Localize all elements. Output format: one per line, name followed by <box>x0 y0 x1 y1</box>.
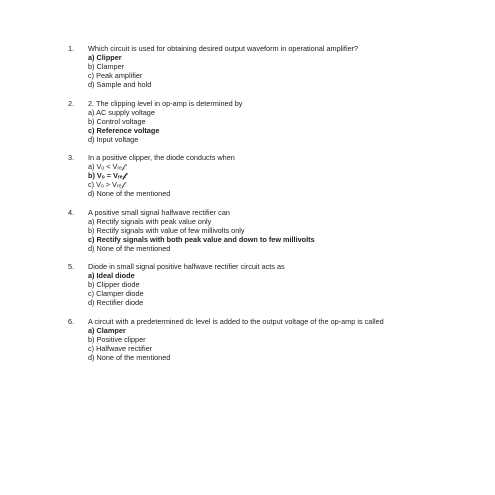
answer-option: c) Peak amplifier <box>88 71 143 80</box>
answer-option: c) Vₒ > Vᵣₑ𝒻 <box>88 180 125 189</box>
question-number: 3. <box>68 153 75 162</box>
question-text: A positive small signal halfwave rectifier can <box>88 207 230 217</box>
question-item <box>68 262 433 307</box>
question-text: Which circuit is used for obtaining desired output waveform in operational amplifier? <box>88 44 359 53</box>
question-number: 4. <box>68 207 75 217</box>
answer-option: c) Clamper diode <box>88 289 144 298</box>
option-list <box>88 108 433 144</box>
question-number: 2. <box>68 98 75 108</box>
answer-option: b) Vₒ = Vᵣₑ𝒻 <box>88 171 126 180</box>
question-body <box>88 317 433 362</box>
answer-option: d) Sample and hold <box>88 80 152 89</box>
question-text: 2. The clipping level in op-amp is determined by <box>88 98 243 108</box>
question-item <box>68 317 433 362</box>
question-number: 5. <box>68 262 75 271</box>
answer-option: b) Rectify signals with value of few millivolts only <box>88 225 245 235</box>
question-number: 1. <box>68 44 75 53</box>
answer-option: a) Clamper <box>88 325 126 335</box>
answer-option: d) Rectifier diode <box>88 298 144 307</box>
answer-option: d) None of the mentioned <box>88 189 171 198</box>
question-text: In a positive clipper, the diode conducts when <box>88 153 235 162</box>
question-number: 6. <box>68 316 75 326</box>
question-item <box>68 44 433 89</box>
option-list <box>88 271 433 307</box>
answer-option: b) Positive clipper <box>88 334 146 344</box>
answer-option: d) Input voltage <box>88 134 139 144</box>
answer-option: a) Clipper <box>88 53 122 62</box>
question-item <box>68 153 433 198</box>
question-list <box>68 44 433 371</box>
option-list <box>88 326 433 362</box>
question-body <box>88 44 433 89</box>
answer-option: d) None of the mentioned <box>88 243 171 253</box>
question-item <box>68 99 433 144</box>
question-text: Diode in small signal positive halfwave rectifier circuit acts as <box>88 262 285 271</box>
question-body <box>88 99 433 144</box>
question-text: A circuit with a predetermined dc level is added to the output voltage of the op-amp is called <box>88 316 384 326</box>
answer-option: c) Reference voltage <box>88 125 160 135</box>
answer-option: a) AC supply voltage <box>88 107 155 117</box>
answer-option: b) Clipper diode <box>88 280 140 289</box>
question-body <box>88 208 433 253</box>
question-body <box>88 153 433 198</box>
answer-option: c) Halfwave rectifier <box>88 343 153 353</box>
answer-option: a) Rectify signals with peak value only <box>88 216 212 226</box>
option-list <box>88 162 433 198</box>
answer-option: c) Rectify signals with both peak value and down to few millivolts <box>88 234 315 244</box>
option-list <box>88 217 433 253</box>
answer-option: a) Ideal diode <box>88 271 135 280</box>
answer-option: b) Control voltage <box>88 116 146 126</box>
question-body <box>88 262 433 307</box>
option-list <box>88 53 433 89</box>
answer-option: a) Vₒ < Vᵣₑ𝒻 <box>88 162 126 171</box>
question-item <box>68 208 433 253</box>
answer-option: d) None of the mentioned <box>88 352 171 362</box>
answer-option: b) Clamper <box>88 62 125 71</box>
